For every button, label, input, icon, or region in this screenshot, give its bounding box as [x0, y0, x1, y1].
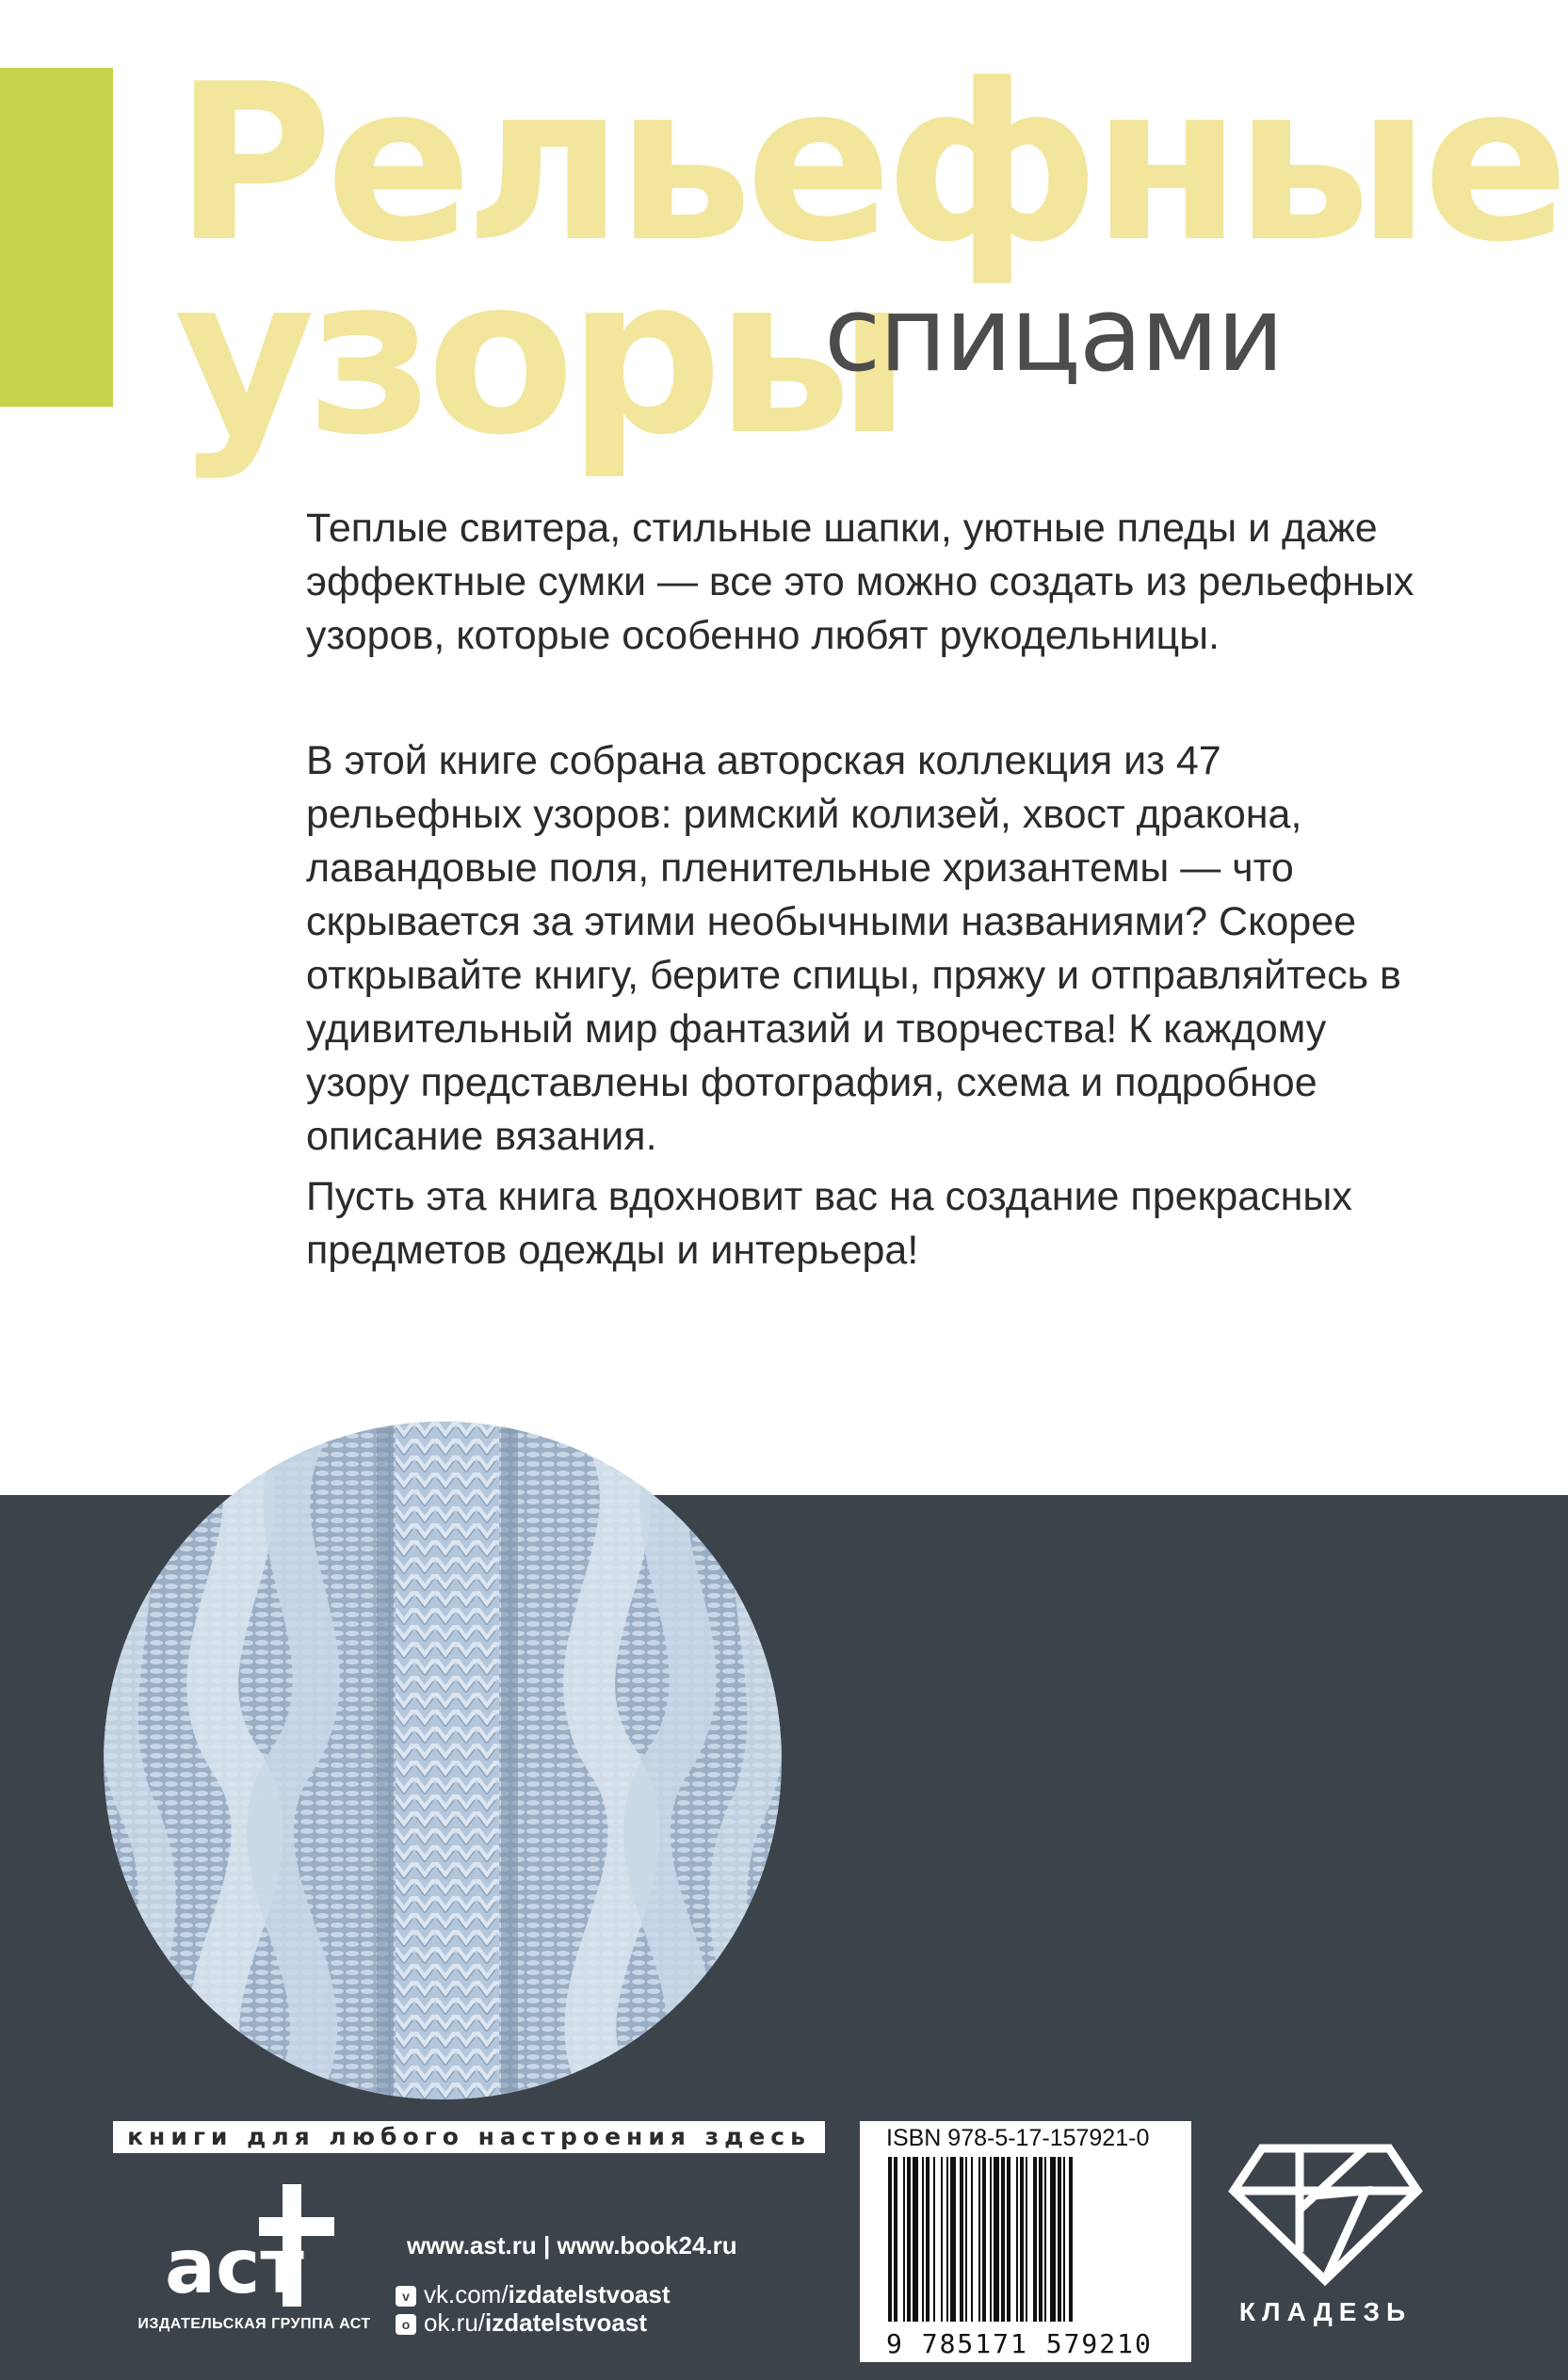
book24-site-link[interactable]: www.book24.ru [557, 2231, 737, 2259]
barcode-bar [994, 2157, 999, 2322]
barcode-bar [922, 2157, 924, 2322]
barcode-bar [978, 2157, 980, 2322]
barcode-bar [960, 2157, 963, 2322]
site-separator: | [542, 2231, 551, 2259]
vk-handle: izdatelstvoast [508, 2280, 671, 2308]
title-line-1: Рельефные [174, 39, 1562, 290]
tagline: книги для любого настроения здесь [113, 2121, 825, 2153]
publisher-sites [407, 2231, 737, 2260]
barcode-bar [1016, 2157, 1018, 2322]
kladez-diamond-logo-icon [1224, 2139, 1427, 2290]
title-line-2: узоры [174, 232, 904, 483]
description-paragraph-1: Теплые свитера, стильные шапки, уютные пледы и даже эффектные сумки — все это можно создать из рельефных узоров, которые особенно любят рукодельницы. [306, 506, 1414, 658]
barcode-bar [1020, 2157, 1024, 2322]
barcode-bar [982, 2157, 986, 2322]
barcode-bar [888, 2157, 892, 2322]
description-paragraph-2: В этой книге собрана авторская коллекция из 47 рельефных узоров: римский колизей, хвост дракона, лавандовые поля, пленительные хризантемы — что скрывается за этими необычными названиями? Скорее открывайте книгу, берите спицы, пряжу и отправляйтесь в удивительный мир фантазий и творчества! К каждому узору представлены фотография, схема и подробное описание вязания. [306, 738, 1401, 1159]
ok-link[interactable] [396, 2308, 647, 2338]
isbn-label: ISBN 978-5-17-157921-0 [886, 2125, 1150, 2151]
barcode-bar [913, 2157, 918, 2322]
ok-icon: o [396, 2314, 416, 2335]
knitting-pattern-photo [104, 1422, 782, 2099]
barcode-icon [886, 2157, 1169, 2326]
barcode-bar [1069, 2157, 1073, 2322]
barcode-bar [1044, 2157, 1046, 2322]
barcode-bar [971, 2157, 973, 2322]
barcode-bar [933, 2157, 935, 2322]
vk-prefix: vk.com/ [424, 2280, 509, 2308]
barcode-bar [1001, 2157, 1005, 2322]
publisher-caption: ИЗДАТЕЛЬСКАЯ ГРУППА АСТ [137, 2316, 371, 2332]
barcode-bar [1026, 2157, 1027, 2322]
barcode-bar [1050, 2157, 1056, 2322]
barcode-bar [950, 2157, 956, 2322]
barcode-bar [1063, 2157, 1065, 2322]
barcode-bar [1007, 2157, 1010, 2322]
ast-logo-icon [141, 2175, 358, 2316]
barcode-bar [894, 2157, 897, 2322]
barcode-bar [990, 2157, 992, 2322]
vk-icon: v [396, 2286, 416, 2307]
isbn-digits: 9 785171 579210 [886, 2328, 1153, 2359]
barcode-bar [965, 2157, 967, 2322]
accent-bar [0, 68, 113, 407]
barcode-bar [1058, 2157, 1061, 2322]
barcode-bar [926, 2157, 929, 2322]
barcode-bar [1033, 2157, 1037, 2322]
ok-prefix: ok.ru/ [424, 2308, 486, 2337]
ok-handle: izdatelstvoast [485, 2308, 647, 2337]
ast-logo-text: аст [165, 2223, 304, 2310]
description-paragraph-3: Пусть эта книга вдохновит вас на создание прекрасных предметов одежды и интерьера! [306, 1174, 1352, 1273]
isbn-barcode-box [860, 2121, 1191, 2362]
barcode-bar [946, 2157, 948, 2322]
barcode-bar [941, 2157, 943, 2322]
barcode-bar [903, 2157, 905, 2322]
imprint-name: КЛАДЕЗЬ [1238, 2297, 1413, 2326]
barcode-bar [1039, 2157, 1043, 2322]
barcode-bar [907, 2157, 911, 2322]
book-subtitle: спицами [824, 274, 1283, 394]
vk-link[interactable] [396, 2280, 671, 2309]
ast-site-link[interactable]: www.ast.ru [407, 2231, 537, 2259]
